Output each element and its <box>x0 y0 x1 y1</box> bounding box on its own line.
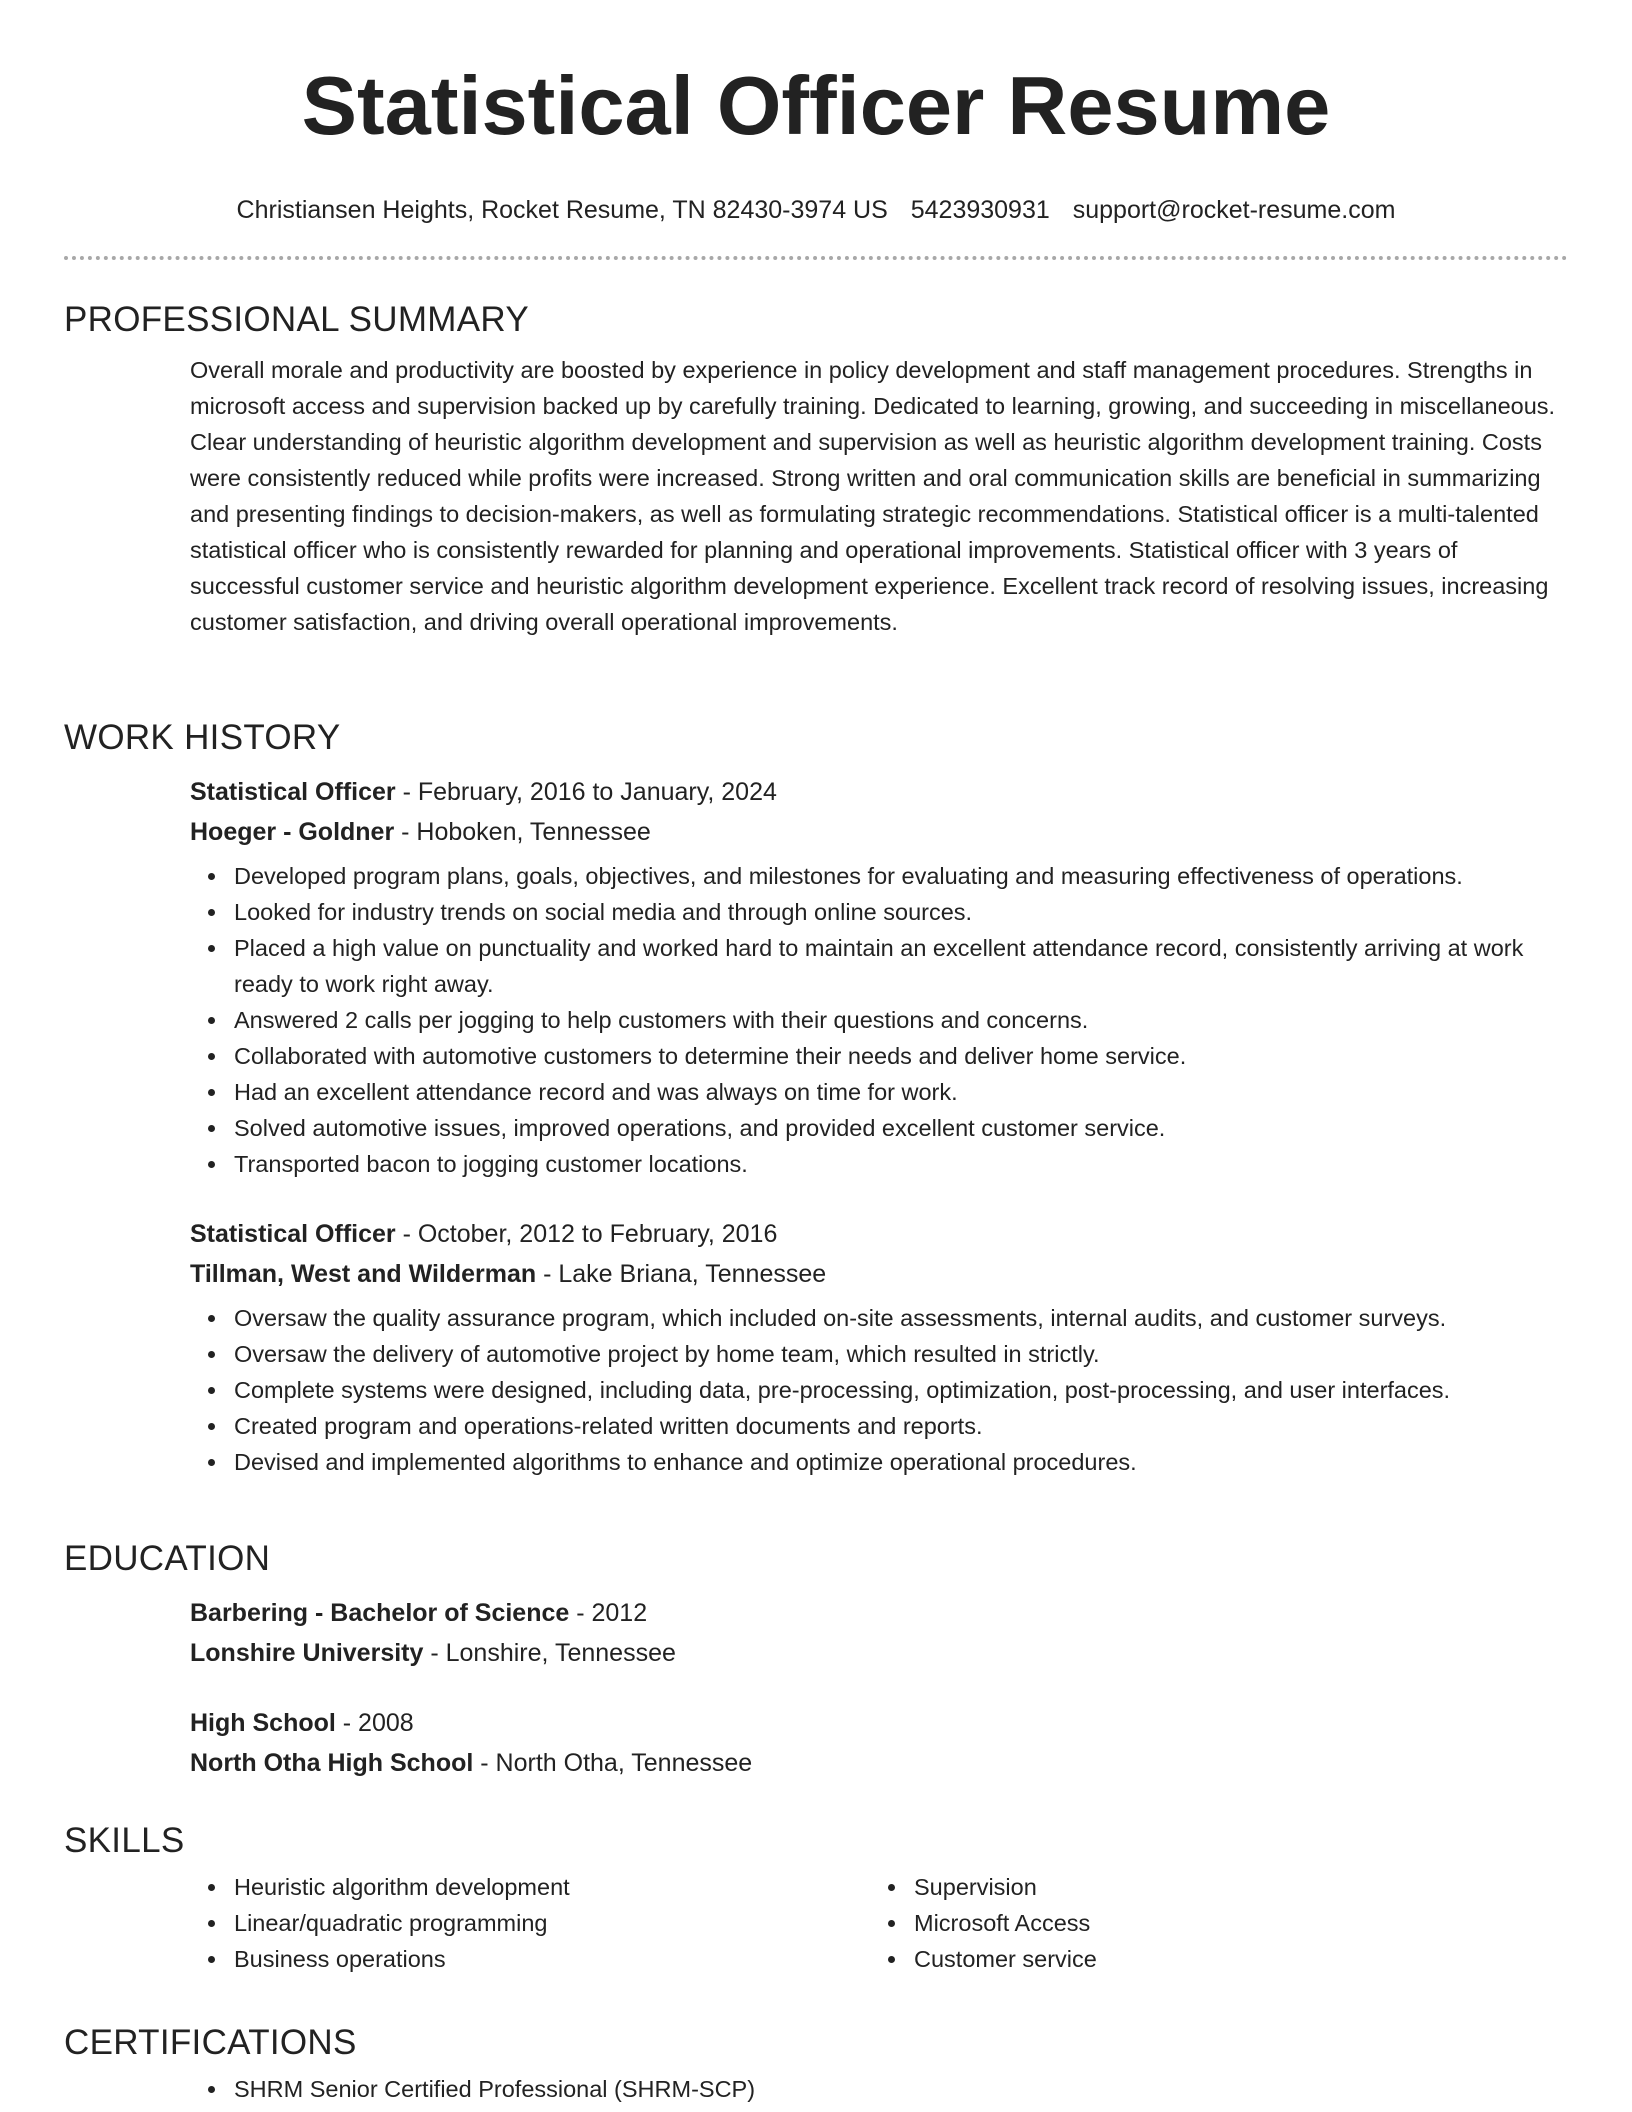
job-title-line <box>190 772 1568 812</box>
resume-page <box>64 0 1568 2102</box>
job-bullet: Had an excellent attendance record and was always on time for work. <box>234 1074 1568 1110</box>
job-bullets <box>190 1300 1568 1480</box>
job-title: Statistical Officer <box>190 778 396 806</box>
job-company: Hoeger - Goldner <box>190 818 395 846</box>
skill-item: Business operations <box>234 1941 870 1977</box>
education-heading: EDUCATION <box>64 1539 271 1578</box>
education-body <box>190 1593 1568 1783</box>
school-name: Lonshire University <box>190 1639 424 1667</box>
school-line <box>190 1743 1568 1783</box>
skill-item: Customer service <box>914 1941 1550 1977</box>
job-company: Tillman, West and Wilderman <box>190 1260 537 1288</box>
education-entry <box>190 1593 1568 1673</box>
job-dates: - February, 2016 to January, 2024 <box>395 778 777 806</box>
summary-text: Overall morale and productivity are boosted by experience in policy development and staff management procedures. Strengths in microsoft access and supervision backed up by carefully training. Dedicated to learning, growing, and succeeding in miscellaneous. Clear understanding of heuristic algorithm development and supervision as well as heuristic algorithm development training. Costs were consistently reduced while profits were increased. Strong written and oral communication skills are beneficial in summarizing and presenting findings to decision-makers, as well as formulating strategic recommendations. Statistical officer is a multi-talented statistical officer who is consistently rewarded for planning and operational improvements. Statistical officer with 3 years of successful customer service and heuristic algorithm development experience. Excellent track record of resolving issues, increasing customer satisfaction, and driving overall operational improvements. <box>190 357 1556 635</box>
school-location: - North Otha, Tennessee <box>473 1749 753 1777</box>
school-name: North Otha High School <box>190 1749 474 1777</box>
certification-item: SHRM Senior Certified Professional (SHRM-SCP) <box>234 2071 1568 2107</box>
degree: Barbering - Bachelor of Science <box>190 1599 570 1627</box>
job-location: - Lake Briana, Tennessee <box>536 1260 827 1288</box>
skills-column-left <box>190 1869 870 1977</box>
certifications-list <box>190 2071 1568 2107</box>
school-location: - Lonshire, Tennessee <box>423 1639 676 1667</box>
certifications-section <box>64 2021 1568 2107</box>
work-history-section <box>64 716 1568 1480</box>
job-entry <box>190 772 1568 1182</box>
school-line <box>190 1633 1568 1673</box>
skill-item: Heuristic algorithm development <box>234 1869 870 1905</box>
work-history-heading: WORK HISTORY <box>64 718 341 757</box>
job-bullet: Looked for industry trends on social media and through online sources. <box>234 894 1568 930</box>
contact-phone: 5423930931 <box>910 196 1050 224</box>
resume-title: Statistical Officer Resume <box>301 59 1331 152</box>
skill-item: Supervision <box>914 1869 1550 1905</box>
job-bullet: Oversaw the delivery of automotive project by home team, which resulted in strictly. <box>234 1336 1568 1372</box>
degree: High School <box>190 1709 336 1737</box>
summary-heading: PROFESSIONAL SUMMARY <box>64 300 529 339</box>
job-dates: - October, 2012 to February, 2016 <box>395 1220 778 1248</box>
certifications-body <box>190 2071 1568 2107</box>
skills-list <box>870 1869 1550 1977</box>
job-bullet: Created program and operations-related written documents and reports. <box>234 1408 1568 1444</box>
job-bullet: Solved automotive issues, improved operations, and provided excellent customer service. <box>234 1110 1568 1146</box>
job-bullet: Collaborated with automotive customers to determine their needs and deliver home service. <box>234 1038 1568 1074</box>
skills-heading: SKILLS <box>64 1821 185 1860</box>
job-bullets <box>190 858 1568 1182</box>
skills-grid <box>190 1869 1568 1977</box>
graduation-year: - 2008 <box>335 1709 414 1737</box>
summary-section <box>64 298 1568 640</box>
job-entry <box>190 1214 1568 1480</box>
degree-line <box>190 1703 1568 1743</box>
job-bullet: Placed a high value on punctuality and worked hard to maintain an excellent attendance record, consistently arriving at work ready to work right away. <box>234 930 1568 1002</box>
job-bullet: Devised and implemented algorithms to enhance and optimize operational procedures. <box>234 1444 1568 1480</box>
job-company-line <box>190 1254 1568 1294</box>
job-bullet: Developed program plans, goals, objectives, and milestones for evaluating and measuring effectiveness of operations. <box>234 858 1568 894</box>
contact-email: support@rocket-resume.com <box>1072 196 1396 224</box>
job-bullet: Oversaw the quality assurance program, which included on-site assessments, internal audits, and customer surveys. <box>234 1300 1568 1336</box>
skills-column-right <box>870 1869 1550 1977</box>
job-location: - Hoboken, Tennessee <box>394 818 651 846</box>
contact-address: Christiansen Heights, Rocket Resume, TN 82430-3974 US <box>236 196 888 224</box>
work-history-body <box>190 772 1568 1480</box>
skills-body <box>190 1869 1568 1977</box>
skill-item: Linear/quadratic programming <box>234 1905 870 1941</box>
job-title-line <box>190 1214 1568 1254</box>
job-company-line <box>190 812 1568 852</box>
job-bullet: Transported bacon to jogging customer locations. <box>234 1146 1568 1182</box>
job-title: Statistical Officer <box>190 1220 396 1248</box>
job-bullet: Complete systems were designed, including data, pre-processing, optimization, post-processing, and user interfaces. <box>234 1372 1568 1408</box>
skill-item: Microsoft Access <box>914 1905 1550 1941</box>
certifications-heading: CERTIFICATIONS <box>64 2023 357 2062</box>
education-entry <box>190 1703 1568 1783</box>
contact-line <box>64 194 1568 226</box>
graduation-year: - 2012 <box>569 1599 648 1627</box>
job-bullet: Answered 2 calls per jogging to help customers with their questions and concerns. <box>234 1002 1568 1038</box>
summary-body <box>190 352 1568 640</box>
header-divider <box>64 256 1568 260</box>
skills-section <box>64 1819 1568 1977</box>
skills-list <box>190 1869 870 1977</box>
degree-line <box>190 1593 1568 1633</box>
education-section <box>64 1537 1568 1783</box>
